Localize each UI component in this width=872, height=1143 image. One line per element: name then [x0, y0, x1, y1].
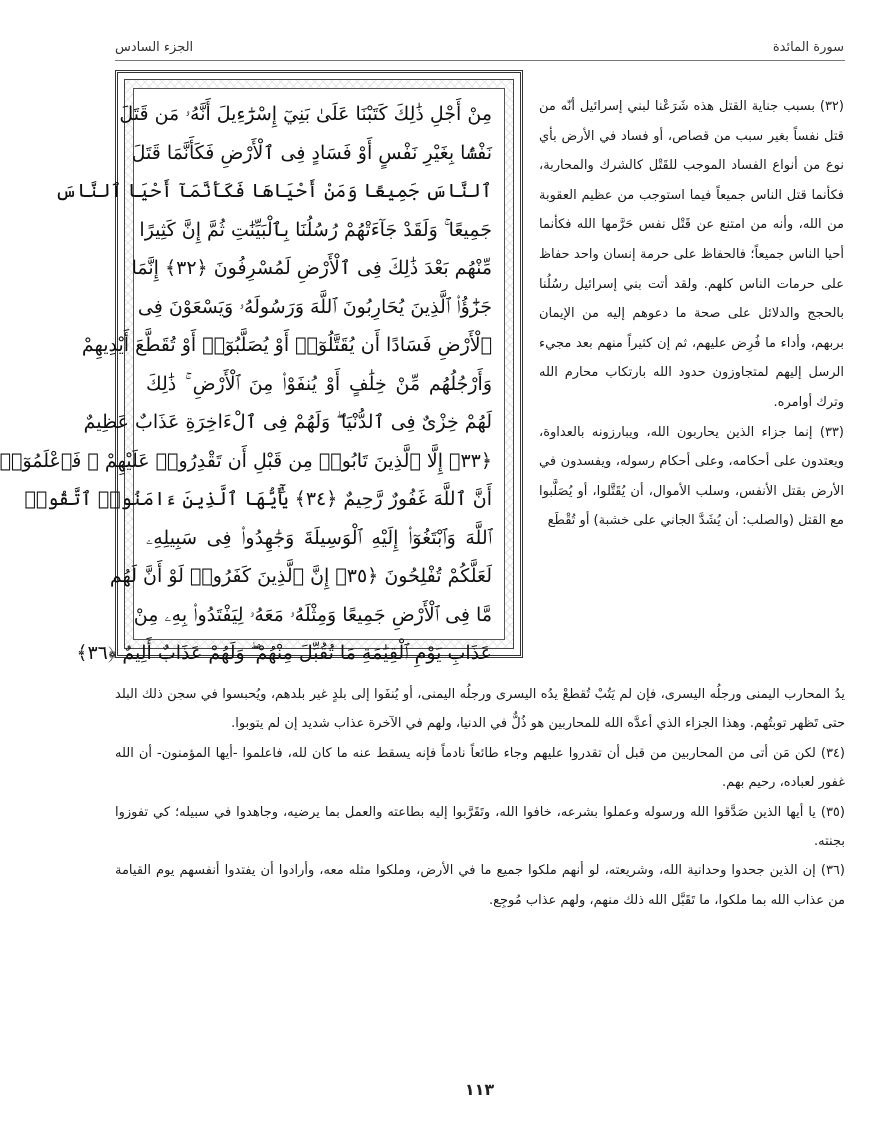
- quran-line: ٱللَّهَ وَٱبْتَغُوٓا۟ إِلَيْهِ ٱلْوَسِيلَةَ وَجَٰهِدُوا۟ فِى سَبِيلِهِۦ: [146, 526, 492, 549]
- tafsir-paragraph: (٣٤) لكن مَن أتى من المحاربين من قبل أن تقدروا عليهم وجاء طائعاً نادماً فإنه يسقط عنه ما كان لله، فاعلموا -أيها المؤمنون- أن الله غفور لعباده، رحيم بهم.: [115, 745, 845, 791]
- juz-title: الجزء السادس: [115, 40, 194, 55]
- tafsir-paragraph: (٣٥) يا أيها الذين صَدَّقوا الله ورسوله وعملوا بشرعه، خافوا الله، وتَقَرَّبوا إليه بطاعته والعمل بما يرضيه، وجاهدوا في سبيله؛ كي تفوزوا بجنته.: [115, 804, 845, 850]
- quran-line: أَنَّ ٱللَّهَ غَفُورٌ رَّحِيمٌ ﴿٣٤﴾ يَٰٓأَيُّهَا ٱلَّذِينَ ءَامَنُوا۟ ٱتَّقُوا۟: [24, 488, 492, 510]
- quran-line: ٱلْأَرْضِ فَسَادًا أَن يُقَتَّلُوٓا۟ أَوْ يُصَلَّبُوٓا۟ أَوْ تُقَطَّعَ أَيْدِيهِمْ: [81, 334, 492, 356]
- tafsir-side-column: [539, 92, 844, 536]
- quran-line: وَأَرْجُلُهُم مِّنْ خِلَٰفٍ أَوْ يُنفَوْا۟ مِنَ ٱلْأَرْضِ ۚ ذَٰلِكَ: [146, 372, 492, 395]
- tafsir-full-width: [115, 680, 845, 915]
- quran-line: مِّنْهُم بَعْدَ ذَٰلِكَ فِى ٱلْأَرْضِ لَمُسْرِفُونَ ﴿٣٢﴾ إِنَّمَا: [131, 257, 492, 279]
- quran-line: لَعَلَّكُمْ تُفْلِحُونَ ﴿٣٥﴾ إِنَّ ٱلَّذِينَ كَفَرُوا۟ لَوْ أَنَّ لَهُم: [109, 565, 492, 587]
- quran-line: جَزَٰٓؤُا۟ ٱلَّذِينَ يُحَارِبُونَ ٱللَّهَ وَرَسُولَهُۥ وَيَسْعَوْنَ فِى: [137, 295, 492, 318]
- surah-title: سورة المائدة: [772, 40, 844, 55]
- quran-line: جَمِيعًا ۚ وَلَقَدْ جَآءَتْهُمْ رُسُلُنَا بِٱلْبَيِّنَٰتِ ثُمَّ إِنَّ كَثِيرًا: [139, 218, 492, 241]
- tafsir-paragraph: يدُ المحارب اليمنى ورجلُه اليسرى، فإن لم يَتُبْ تُقطعْ يدُه اليسرى ورجلُه اليمنى، أو يُنفَوا إلى بلدٍ غير بلدهم، ويُحبسوا في سجن ذلك البلد حتى تَظهر توبتُهم. وهذا الجزاء الذي أعدَّه الله للمحاربين هو ذُلٌّ في الدنيا، ولهم في الآخرة عذاب شديد إن لم يتوبوا.: [115, 687, 845, 732]
- header-divider: [115, 60, 845, 61]
- tafsir-paragraph: (٣٦) إن الذين جحدوا وحدانية الله، وشريعته، لو أنهم ملكوا جميع ما في الأرض، وملكوا مثله معه، وأرادوا أن يفتدوا أنفسهم يوم القيامة من عذاب الله بما ملكوا، ما تَقَبَّل الله ذلك منهم، ولهم عذاب مُوجِع.: [115, 863, 845, 908]
- quran-line: لَهُمْ خِزْىٌ فِى ٱلدُّنْيَا ۖ وَلَهُمْ فِى ٱلْءَاخِرَةِ عَذَابٌ عَظِيمٌ: [83, 411, 492, 433]
- tafsir-paragraph: (٣٢) بسبب جناية القتل هذه شَرَعْنا لبني إسرائيل أنّه من قتل نفساً بغير سبب من قصاص، أو فساد في الأرض بأي نوع من أنواع الفساد الموجب للقَتْل كالشرك والمحاربة، فكأنما قتل الناس جميعاً فيما استوجب من عظيم العقوبة من الله، وأنه من امتنع عن قَتْل نفس حَرَّمها الله فكأنما أحيا الناس جميعاً؛ فالحفاظ على حرمة إنسان واحد حفاظ على حرمات الناس كلهم. ولقد أتت بني إسرائيل رسُلُنا بالحجج والدلائل على صحة ما دعوهم إليه من الإيمان بربهم، وأداء ما فُرِض عليهم، ثم إن كثيراً منهم بعد مجيء الرسل إليهم لمتجاوزون حدود الله بارتكاب محارم الله وترك أوامره.: [539, 99, 844, 410]
- quran-line: مِنْ أَجْلِ ذَٰلِكَ كَتَبْنَا عَلَىٰ بَنِيٓ إِسْرَٰٓءِيلَ أَنَّهُۥ مَن قَتَلَ: [119, 103, 492, 125]
- tafsir-paragraph: (٣٣) إنما جزاء الذين يحاربون الله، ويبارزونه بالعداوة، ويعتدون على أحكامه، وعلى أحكام رسوله، ويفسدون في الأرض بقتل الأنفس، وسلب الأموال، أن يُقَتَّلوا، أو يُصَلَّبوا مع القتل (والصلب: أن يُشَدَّ الجاني على خشبة) أو تُقْطَع: [539, 424, 844, 529]
- frame-ornament: [0, 79, 514, 664]
- quran-line: نَفْسًۢا بِغَيْرِ نَفْسٍ أَوْ فَسَادٍ فِى ٱلْأَرْضِ فَكَأَنَّمَا قَتَلَ: [131, 141, 492, 164]
- quran-line: ٱلنَّاسَ جَمِيعًا وَمَنْ أَحْيَاهَا فَكَأَنَّمَآ أَحْيَا ٱلنَّاسَ: [54, 180, 492, 202]
- quran-line: عَذَابِ يَوْمِ ٱلْقِيَٰمَةِ مَا تُقُبِّلَ مِنْهُمْ ۖ وَلَهُمْ عَذَابٌ أَلِيمٌ ﴿٣٦﴾: [76, 642, 492, 664]
- quran-text-block: [0, 88, 505, 664]
- quran-line: مَّا فِى ٱلْأَرْضِ جَمِيعًا وَمِثْلَهُۥ مَعَهُۥ لِيَفْتَدُوا۟ بِهِۦ مِنْ: [133, 603, 492, 626]
- page-number: ١١٣: [464, 1080, 495, 1099]
- quran-frame: [0, 70, 523, 664]
- quran-line: ﴿٣٣﴾ إِلَّا ٱلَّذِينَ تَابُوا۟ مِن قَبْلِ أَن تَقْدِرُوا۟ عَلَيْهِمْ ۖ فَٱعْلَمُوٓا۟: [0, 449, 492, 472]
